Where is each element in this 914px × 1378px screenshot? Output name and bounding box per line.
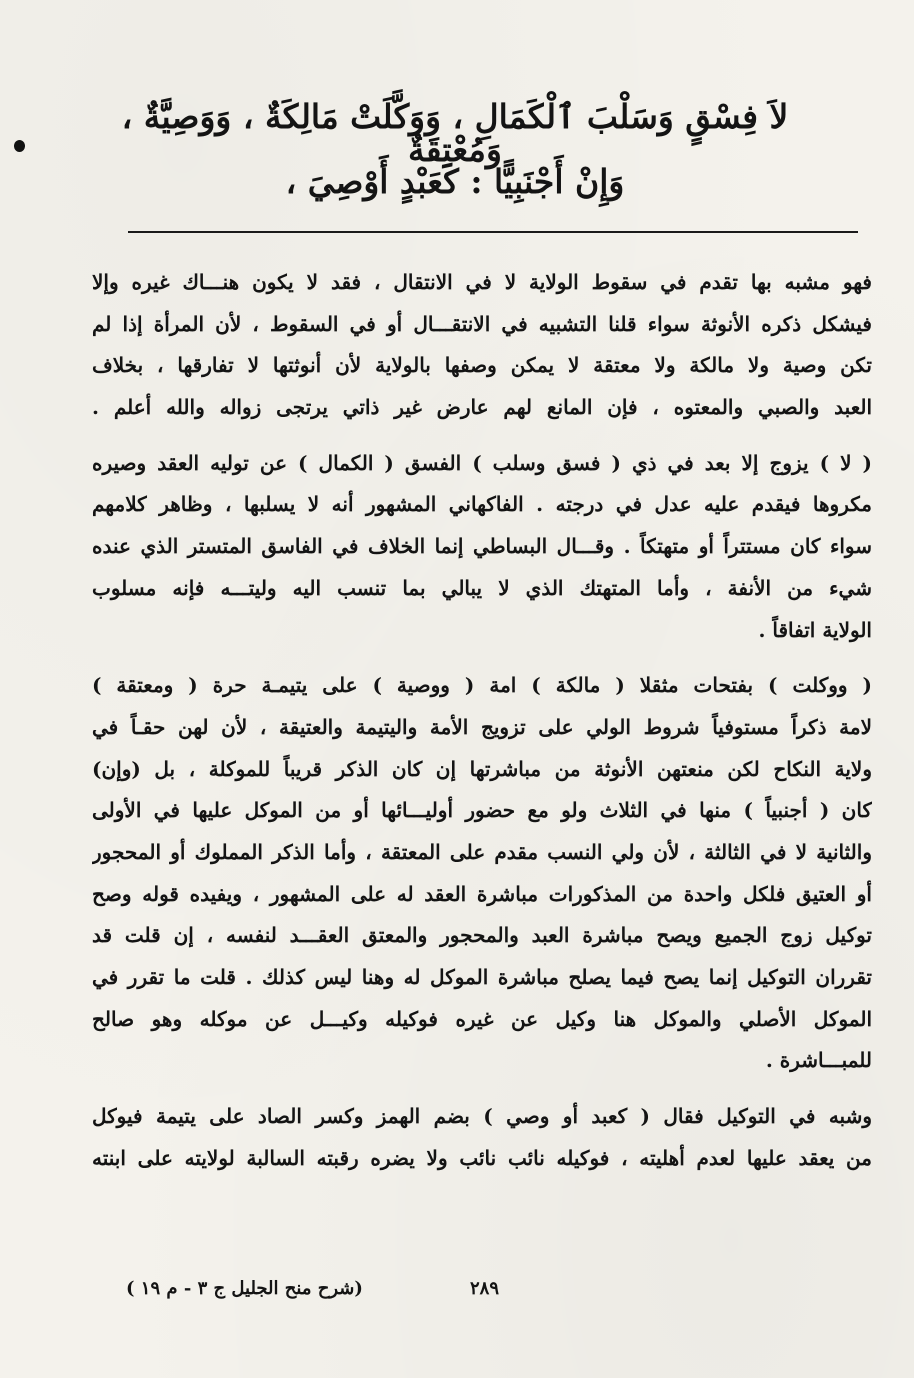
text-line: سواء كان مستتراً أو متهتكاً . وقـــال البساطي إنما الخلاف في الفاسق المتستر الذي عنده bbox=[92, 534, 872, 559]
matn-line-2: وَإِنْ أَجْنَبِيًّا : كَعَبْدٍ أَوْصِيَ ، bbox=[285, 162, 625, 201]
text-line: لامة ذكراً مستوفياً شروط الولي على تزويج الأمة واليتيمة والعتيقة ، لأن لهن حقـاً في bbox=[92, 714, 872, 739]
paragraph-3 bbox=[92, 665, 872, 1082]
text-line: فيشكل ذكره الأنوثة سواء قلنا التشبيه في الانتقـــال أو في السقوط ، لأن المرأة إذا لم bbox=[92, 311, 872, 336]
text-line: من يعقد عليها لعدم أهليته ، فوكيله نائب نائب ولا يضره رقبته السالبة لولايته على ابنته bbox=[92, 1145, 872, 1170]
text-line: العبد والصبي والمعتوه ، فإن المانع لهم عارض غير ذاتي يرتجى زواله والله أعلم . bbox=[92, 395, 872, 420]
text-line: الموكل الأصلي والموكل هنا وكيل عن غيره فوكيله وكيـــل عن موكله وهو صالح bbox=[92, 1006, 872, 1031]
text-line: ولاية النكاح لكن منعتهن الأنوثة من مباشرتها إن كان الذكر قريباً للموكلة ، بل (وإن) bbox=[92, 756, 872, 781]
text-line: ( لا ) يزوج إلا بعد في ذي ( فسق وسلب ) الفسق ( الكمال ) عن توليه العقد وصيره bbox=[92, 450, 872, 475]
text-line: مكروها فيقدم عليه عدل في درجته . الفاكهاني المشهور أنه لا يسلبها ، وظاهر كلامهم bbox=[92, 492, 872, 517]
paragraph-1 bbox=[92, 262, 872, 429]
text-line: كان ( أجنبياً ) منها في الثلاث ولو مع حضور أوليـــائها أو من الموكل عليها في الأولى bbox=[92, 798, 872, 823]
text-line: الولاية اتفاقاً . bbox=[758, 617, 872, 642]
paragraph-4 bbox=[92, 1096, 872, 1179]
paragraph-2 bbox=[92, 443, 872, 651]
page-footer bbox=[0, 1278, 914, 1308]
text-line: فهو مشبه بها تقدم في سقوط الولاية لا في الانتقال ، فقد لا يكون هنـــاك غيره وإلا bbox=[92, 270, 872, 294]
text-line: شيء من الأنفة ، وأما المتهتك الذي لا يبالي بما تنسب اليه وليتـــه فإنه مسلوب bbox=[92, 575, 872, 600]
commentary-body bbox=[92, 262, 872, 1193]
text-line: ( ووكلت ) بفتحات مثقلا ( مالكة ) امة ( ووصية ) على يتيمـة حرة ( ومعتقة ) bbox=[92, 673, 872, 698]
text-line: والثانية لا في الثالثة ، لأن ولي النسب مقدم على المعتقة ، وأما الذكر المملوك أو المحجور bbox=[92, 839, 872, 864]
source-reference: (شرح منح الجليل ج ٣ - م ١٩ ) bbox=[126, 1278, 363, 1299]
text-line: تقرران التوكيل إنما يصح فيما يصلح مباشرة الموكل له وهنا ليس كذلك . قلت ما تقرر في bbox=[92, 965, 872, 989]
text-line: تكن وصية ولا مالكة ولا معتقة لا يمكن وصفها بالولاية لأن أنوثتها لا تفارقها ، بخلاف bbox=[92, 353, 872, 378]
matn-line-1: لاَ فِسْقٍ وَسَلْبَ ٱلْكَمَالِ ، وَوَكَّلَتْ مَالِكَةٌ ، وَوَصِيَّةٌ ، وَمُعْتِقَةٌ bbox=[121, 97, 789, 169]
text-line: أو العتيق فلكل واحدة من المذكورات مباشرة العقد له على المشهور ، ويفيده قوله وصح bbox=[92, 881, 872, 906]
text-line: وشبه في التوكيل فقال ( كعبد أو وصي ) بضم الهمز وكسر الصاد على يتيمة فيوكل bbox=[92, 1104, 872, 1129]
header-divider bbox=[128, 231, 858, 233]
ink-dot-mark bbox=[14, 140, 25, 152]
text-line: للمبـــاشرة . bbox=[765, 1048, 872, 1073]
page-number: ٢٨٩ bbox=[470, 1278, 500, 1299]
text-line: توكيل زوج الجميع ويصح مباشرة العبد والمحجور والمعتق العقـــد لنفسه ، إن قلت قد bbox=[92, 923, 872, 948]
